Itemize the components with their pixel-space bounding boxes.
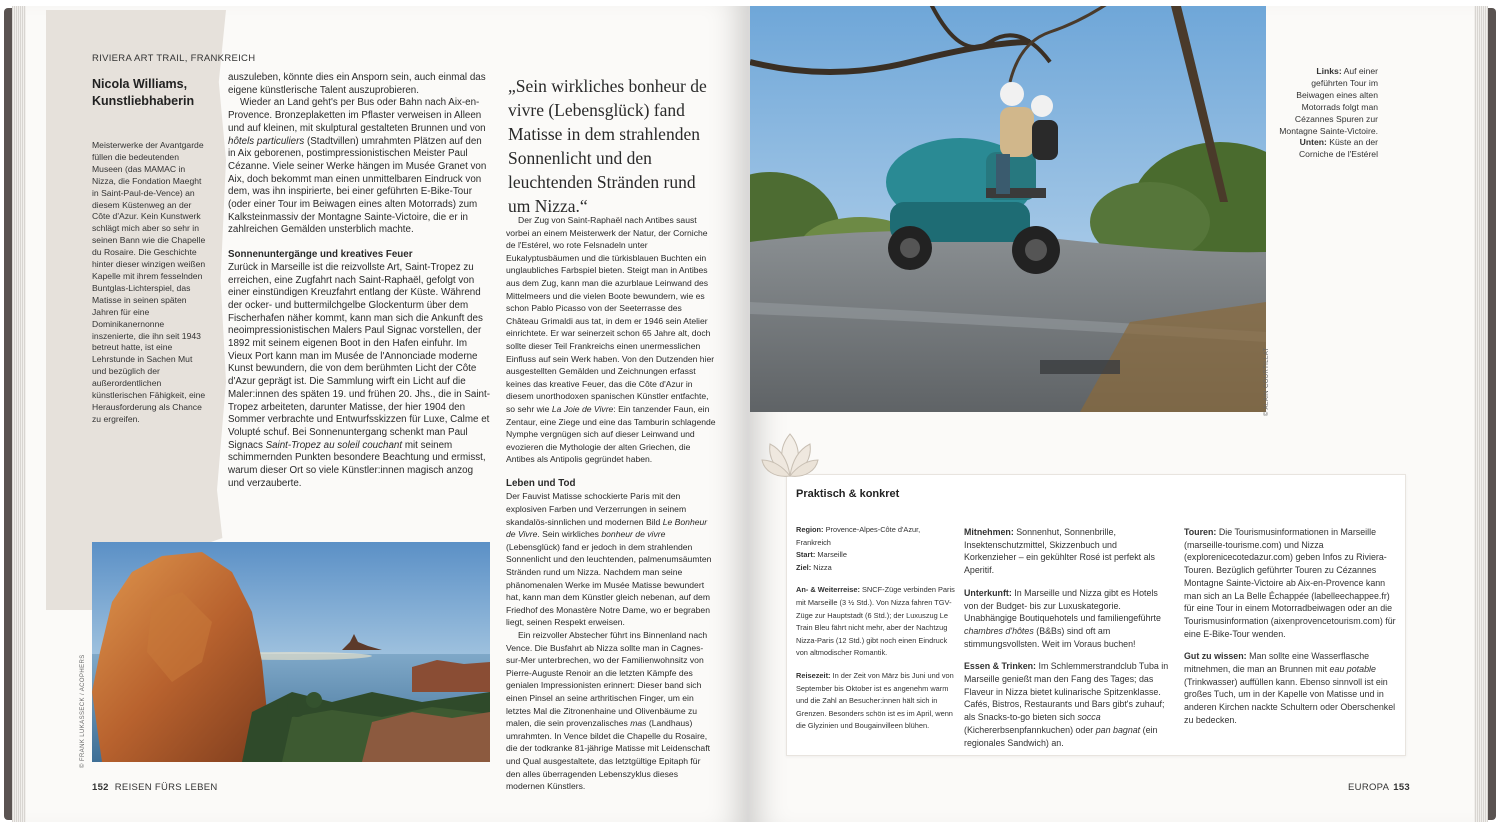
photo-credit-left: © FRANK LUKASSECK / ACOPHERS xyxy=(80,654,86,768)
folio-label: EUROPA xyxy=(1348,782,1390,793)
info-entry-food: Essen & Trinken: Im Schlemmerstrandclub Tuba in Marseille genießt man den Fang des Tages; das Flaveur in Nizza bietet kulinarische Spitzenklasse. Cafés, Bistros, Restaurants und Bars gibt's zuhauf; als Snacks-to-go bieten sich socca (Kichererbsenpfannkuchen) oder pan bagnat (ein regionales Sandwich) an. xyxy=(964,661,1169,748)
running-head: RIVIERA ART TRAIL, FRANKREICH xyxy=(92,53,256,64)
lotus-icon xyxy=(760,426,820,482)
info-entry-accommodation: Unterkunft: In Marseille und Nizza gibt es Hotels von der Budget- bis zur Luxuskategorie. Unabhängige Boutiquehotels und familiengeführte chambres d'hôtes (B&Bs) sind oft am stimmungsvollsten. Weit im Voraus buchen! xyxy=(964,587,1161,649)
left-page xyxy=(12,6,748,822)
right-page xyxy=(748,6,1488,822)
info-column-1 xyxy=(796,524,956,743)
info-entry-packing: Mitnehmen: Sonnenhut, Sonnenbrille, Insektenschutzmittel, Skizzenbuch und Korkenzieher – ein gekühlter Rosé ist perfekt als Aperitif. xyxy=(964,527,1155,576)
folio-right xyxy=(1348,782,1410,793)
sidebar-text: Meisterwerke der Avantgarde füllen die bedeutenden Museen (das MAMAC in Nizza, die Fondation Maeght in Saint-Paul-de-Vence) an diesem Küstenweg an der Côte d'Azur. Kein Kunstwerk schlägt mich aber so sehr in seinen Bann wie die Chapelle du Rosaire. Die Geschichte hinter dieser winzigen weißen Kapelle mit ihrem fesselnden Buntglas-Lichterspiel, das Matisse in seinen späten Jahren für eine Dominikanernonne inszenierte, die ihn seit 1943 betreut hatte, ist eine Lehrstunde in Sachen Mut und bezüglich der außerordentlichen künstlerischen Fähigkeit, eine Herausforderung als Chance zu ergreifen. xyxy=(92,140,206,424)
page-number: 152 xyxy=(92,782,109,793)
paragraph: Zurück in Marseille ist die reizvollste Art, Saint-Tropez zu erreichen, eine Zugfahrt nach Saint-Raphaël, gefolgt von einer einstündigen Kreuzfahrt entlang der Küste. Während der ocker- und buttermilchgelbe Glockenturm über dem Fischerhafen näher kommt, kann man sich die Ankunft des neoimpressionistischen Malers Paul Signac vorstellen, der 1892 mit seinem eigenen Boot in den Hafen einfuhr. Im Vieux Port kann man im Musée de l'Annonciade moderne Kunst bewundern, die von dem berühmten Licht der Côte d'Azur geprägt ist. Die Sammlung wirft ein Licht auf die Maler:innen des späten 19. und frühen 20. Jhs., die in Saint-Tropez arbeiteten, darunter Matisse, der hier 1904 den Sommer verbrachte und Entwurfsskizzen für Luxe, Calme et Volupté schuf. Bei Sonnenuntergang schenkt man Paul Signacs Saint-Tropez au soleil couchant mit seinem schimmernden Punkten besondere Beachtung und ermisst, warum dieser Ort so viele Künstler:innen magisch anzog und verzauberte. xyxy=(228,261,490,489)
coast-photo xyxy=(92,542,490,762)
page-number: 153 xyxy=(1393,782,1410,793)
page-edges-left xyxy=(12,6,26,822)
paragraph: auszuleben, könnte dies ein Ansporn sein, auch einmal das eigene künstlerische Talent auszuprobieren. xyxy=(228,72,486,96)
section-subhead: Sonnenuntergänge und kreatives Feuer xyxy=(228,249,413,261)
paragraph: Der Fauvist Matisse schockierte Paris mit den explosiven Farben und Verzerrungen in seinem skandalös-sinnlichen und modernen Bild Le Bonheur de Vivre. Sein wirkliches bonheur de vivre (Lebensglück) fand er jedoch in dem strahlenden Sonnenlicht und den leuchtenden, palmenumsäumten Stränden rund um Nizza. Nachdem man seine phänomenalen Werke im Musée Matisse bewundert hat, kann man dem Künstler gleich nebenan, auf dem Friedhof des Monastère Notre Dame, wo er begraben liegt, seinen Respekt erweisen. xyxy=(506,491,712,628)
info-entry-region: Region: Provence-Alpes-Côte d'Azur, Frankreich Start: Marseille Ziel: Nizza xyxy=(796,525,921,572)
info-entry-tips: Gut zu wissen: Man sollte eine Wasserflasche mitnehmen, die man an Brunnen mit eau potable (Trinkwasser) auffüllen kann. Ebenso sinnvoll ist ein großes Tuch, um in der Kapelle von Matisse und in anderen Kirchen nackte Schultern oder Oberschenkel zu bedecken. xyxy=(1184,651,1396,725)
photo-credit-right: © ALAIN COURTILLAT xyxy=(1264,347,1270,416)
folio-left xyxy=(92,782,218,793)
photo-caption: Links: Auf einer geführten Tour im Beiwagen eines alten Motorrads folgt man Cézannes Spuren zur Montagne Sainte-Victoire. Unten: Küste an der Corniche de l'Estérel xyxy=(1279,66,1378,160)
paragraph: Der Zug von Saint-Raphaël nach Antibes saust vorbei an einem Meisterwerk der Natur, der Corniche de l'Estérel, wo rote Felsnadeln unter Eukalyptusbäumen und die türkisblauen Buchten ein unglaubliches Farbspiel bieten. Steigt man in Antibes aus dem Zug, kann man die azurblaue Leinwand des Mittelmeers und die vielen Boote bewundern, wie es schon Pablo Picasso von der Seeterrasse des Château Grimaldi aus tat, in dem er 1946 sein Atelier einrichtete. Er war seinerzeit schon 65 Jahre alt, doch sollte dieser Teil Frankreichs einen unermesslichen Einfluss auf sein Werk haben. Von den Dutzenden hier ausgestellten Gemälden und Zeichnungen erfasst keines das kreative Feuer, das die Côte d'Azur in diesem unorthodoxen spanischen Künstler entfachte, so sehr wie La Joie de Vivre: Ein tanzender Faun, ein Zentaur, eine Ziege und eine das Tamburin schlagende Nymphe vergnügen sich auf dieser Leinwand und evozieren die Mythologie der alten Griechen, die Antibes als Antipolis gegründet haben. xyxy=(506,215,716,465)
info-column-2 xyxy=(964,526,1169,759)
info-entry-travel: An- & Weiterreise: SNCF-Züge verbinden Paris mit Marseille (3 ½ Std.). Von Nizza fahren TGV-Züge zur Hauptstadt (6 Std.); der Luxuszug Le Train Bleu fährt nicht mehr, aber der Nachtzug Nizza-Paris (12 Std.) gibt noch einen Eindruck von altmodischer Romantik. xyxy=(796,585,955,658)
info-column-3 xyxy=(1184,526,1396,737)
paragraph: Wieder an Land geht's per Bus oder Bahn nach Aix-en-Provence. Bronzeplaketten im Pflaster verweisen in Alleen und auf kleinen, mit skulptural gestalteten Brunnen und von hôtels particuliers (Stadtvillen) umrahmten Plätzen auf den in Aix geborenen, postimpressionistischen Meister Paul Cézanne. Viele seiner Werke hängen im Musée Granet von Aix, doch bekommt man einen unmittelbaren Eindruck von dem, was ihn inspirierte, bei einer geführten E-Bike-Tour (oder einer Tour im Beiwagen eines alten Motorrads) zum Kalksteinmassiv der Montagne Sainte-Victoire, die er in zahlreichen Gemälden unsterblich machte. xyxy=(228,97,487,236)
page-edges-right xyxy=(1474,6,1488,822)
info-entry-tours: Touren: Die Tourismusinformationen in Marseille (marseille-tourisme.com) und Nizza (explorenicecotedazur.com) geben Infos zu Riviera-Touren. Bezüglich geführter Touren zu Cézannes Montagne Sainte-Victoire ab Aix-en-Provence kann man sich an La Belle Échappée (labelleechappee.fr) für eine Tour in einem Motorradbeiwagen oder an die Tourismusinformation (aixenprovencetourism.com) für eine E-Bike-Tour wenden. xyxy=(1184,527,1396,639)
article-column-a xyxy=(228,72,490,491)
info-entry-season: Reisezeit: In der Zeit von März bis Juni und von September bis Oktober ist es angenehm warm und die Zahl an Besucher:innen hält sich in Grenzen. Besonders schön ist es im April, wenn die Glyzinien und Bougainvilleen blühen. xyxy=(796,670,954,731)
folio-label: REISEN FÜRS LEBEN xyxy=(114,782,218,793)
article-column-b xyxy=(506,214,716,793)
sidecar-photo xyxy=(750,6,1266,412)
sidecar-photo-image xyxy=(750,6,1266,412)
coast-photo-image xyxy=(92,542,490,762)
pull-quote: „Sein wirkliches bonheur de vivre (Lebensglück) fand Matisse in dem strahlenden Sonnenlicht und den leuchtenden Stränden rund um Nizza.“ xyxy=(508,76,707,216)
info-box-title: Praktisch & konkret xyxy=(796,488,900,500)
paragraph: Ein reizvoller Abstecher führt ins Binnenland nach Vence. Die Busfahrt ab Nizza sollte man in Cagnes-sur-Mer unterbrechen, wo der Familienwohnsitz von Pierre-Auguste Renoir an die letzten Kämpfe des genialen Impressionisten erinnert: Dieser band sich einen Pinsel an seine arthritischen Finger, um ein letztes Mal die Zitronenhaine und Olivenbäume zu malen, die sein provenzalisches mas (Landhaus) umrahmten. In Vence bildet die Chapelle du Rosaire, die der todkranke 81-jährige Matisse mit Leidenschaft und Qual ausgestaltete, das letztgültige Epitaph für den alles überragenden Lebenszyklus dieses modernen Künstlers. xyxy=(506,630,710,792)
sidebar-title: Nicola Williams, Kunstliebhaberin xyxy=(92,77,195,108)
section-subhead: Leben und Tod xyxy=(506,477,576,489)
